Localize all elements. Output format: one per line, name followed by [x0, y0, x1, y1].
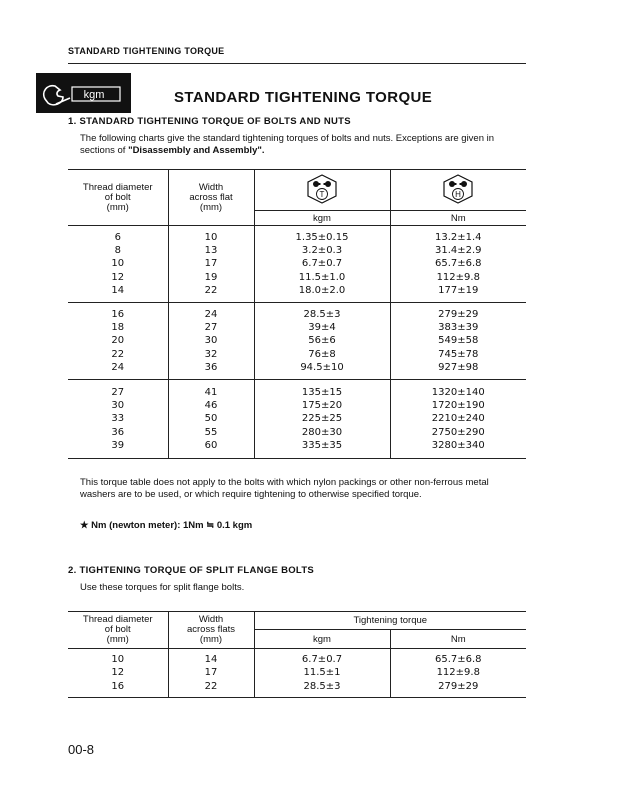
value: 11.5±1.0	[298, 271, 346, 283]
thread-cell	[68, 649, 168, 698]
table-row-group	[68, 380, 526, 459]
value: 6.7±0.7	[301, 258, 343, 270]
logo-text: kgm	[83, 89, 105, 101]
header-line: across flats	[186, 624, 236, 635]
value: 39±4	[308, 322, 336, 334]
section1-intro	[80, 133, 530, 157]
value: 10	[111, 258, 125, 270]
value: 549±58	[438, 335, 479, 347]
value: 12	[111, 271, 125, 283]
header-line: (mm)	[106, 634, 129, 645]
torque-wrench-logo	[36, 73, 131, 113]
value: 31.4±2.9	[434, 245, 482, 257]
value: 280±30	[301, 426, 343, 438]
kgm-cell	[254, 380, 390, 459]
value: 135±15	[301, 386, 343, 398]
value: 112±9.8	[436, 271, 480, 283]
page-title: STANDARD TIGHTENING TORQUE	[174, 89, 433, 106]
value: 65.7±6.8	[434, 258, 482, 270]
value: 27	[111, 386, 125, 398]
t-letter: T	[319, 189, 325, 199]
value: 32	[204, 348, 218, 360]
value: 17	[204, 667, 218, 679]
value: 225±25	[301, 413, 343, 425]
value: 177±19	[438, 284, 479, 296]
hex-bolt-t-icon	[306, 174, 338, 204]
kgm-cell	[254, 303, 390, 380]
value: 50	[204, 413, 218, 425]
kgm-cell	[254, 649, 390, 698]
header-line: Width	[198, 181, 224, 193]
table-row-group	[68, 303, 526, 380]
intro-bold-reference: "Disassembly and Assembly".	[128, 145, 265, 156]
value: 13.2±1.4	[434, 231, 482, 243]
nm-cell	[390, 649, 526, 698]
value: 14	[111, 284, 125, 296]
running-head: STANDARD TIGHTENING TORQUE	[68, 46, 225, 56]
value: 39	[111, 439, 125, 451]
value: 16	[111, 680, 125, 692]
value: 13	[204, 245, 218, 257]
bolt-type-h-symbol	[390, 170, 526, 211]
value: 94.5±10	[300, 361, 344, 373]
value: 11.5±1	[303, 667, 341, 679]
width-across-flat-header	[168, 170, 254, 226]
width-cell	[168, 380, 254, 459]
header-line: across flat	[189, 191, 233, 203]
value: 10	[111, 654, 125, 666]
thread-cell	[68, 226, 168, 303]
thread-cell	[68, 380, 168, 459]
value: 24	[204, 308, 218, 320]
value: 56±6	[308, 335, 336, 347]
value: 41	[204, 386, 218, 398]
header-line: Width	[198, 614, 224, 625]
value: 28.5±3	[303, 308, 341, 320]
table-row-group	[68, 226, 526, 303]
value: 28.5±3	[303, 680, 341, 692]
value: 60	[204, 439, 218, 451]
value: 30	[111, 400, 125, 412]
header-line: (mm)	[199, 634, 223, 645]
value: 20	[111, 335, 125, 347]
value: 279±29	[438, 680, 479, 692]
value: 46	[204, 400, 218, 412]
value: 3280±340	[431, 439, 485, 451]
value: 27	[204, 322, 218, 334]
value: 55	[204, 426, 218, 438]
nm-unit-header: Nm	[390, 630, 526, 649]
header-line: Thread diameter	[82, 181, 153, 193]
value: 335±35	[301, 439, 343, 451]
value: 6	[114, 231, 121, 243]
thread-diameter-header	[68, 170, 168, 226]
value: 2210±240	[431, 413, 485, 425]
value: 30	[204, 335, 218, 347]
value: 1720±190	[431, 400, 485, 412]
value: 65.7±6.8	[434, 654, 482, 666]
value: 12	[111, 667, 125, 679]
value: 33	[111, 413, 125, 425]
nm-cell	[390, 226, 526, 303]
torque-table-bolts-nuts	[68, 169, 526, 459]
value: 745±78	[438, 348, 479, 360]
header-line: of bolt	[104, 191, 131, 203]
section2-heading: 2. TIGHTENING TORQUE OF SPLIT FLANGE BOLTS	[68, 565, 315, 576]
tightening-torque-header: Tightening torque	[254, 612, 526, 630]
table-note: This torque table does not apply to the bolts with which nylon packings or other non-ferrous metal washers are to be used, or which require tightening to otherwise specified torque.	[80, 477, 489, 500]
value: 279±29	[438, 308, 479, 320]
thread-diameter-header	[68, 612, 168, 649]
kgm-cell	[254, 226, 390, 303]
value: 22	[111, 348, 125, 360]
value: 24	[111, 361, 125, 373]
newton-meter-note: ★ Nm (newton meter): 1Nm ≒ 0.1 kgm	[80, 520, 253, 531]
value: 18.0±2.0	[298, 284, 346, 296]
value: 3.2±0.3	[301, 245, 343, 257]
value: 383±39	[438, 322, 479, 334]
hex-bolt-h-icon	[442, 174, 474, 204]
value: 927±98	[438, 361, 479, 373]
header-line: Thread diameter	[82, 614, 153, 625]
value: 6.7±0.7	[301, 654, 343, 666]
value: 10	[204, 231, 218, 243]
value: 19	[204, 271, 218, 283]
value: 22	[204, 680, 218, 692]
value: 175±20	[301, 400, 343, 412]
width-across-flats-header	[168, 612, 254, 649]
value: 76±8	[308, 348, 336, 360]
value: 1320±140	[431, 386, 485, 398]
value: 112±9.8	[436, 667, 480, 679]
h-letter: H	[455, 189, 462, 199]
intro-text: The following charts give the standard tightening torques of bolts and nuts. Exceptions are given in sections of	[80, 133, 495, 156]
wrench-icon	[36, 73, 131, 113]
kgm-unit-header: kgm	[254, 630, 390, 649]
nm-unit-header: Nm	[390, 211, 526, 226]
bolt-type-t-symbol	[254, 170, 390, 211]
header-rule	[68, 63, 526, 64]
header-line: (mm)	[106, 201, 129, 213]
value: 17	[204, 258, 218, 270]
section2-intro: Use these torques for split flange bolts.	[80, 582, 245, 593]
value: 2750±290	[431, 426, 485, 438]
width-cell	[168, 649, 254, 698]
section1-heading: 1. STANDARD TIGHTENING TORQUE OF BOLTS AND NUTS	[68, 116, 351, 127]
value: 18	[111, 322, 125, 334]
value: 36	[111, 426, 125, 438]
header-line: of bolt	[104, 624, 131, 635]
value: 8	[114, 245, 121, 257]
kgm-unit-header: kgm	[254, 211, 390, 226]
value: 16	[111, 308, 125, 320]
value: 1.35±0.15	[295, 231, 349, 243]
value: 36	[204, 361, 218, 373]
page-number: 00-8	[68, 742, 95, 757]
torque-table-split-flange	[68, 611, 526, 698]
thread-cell	[68, 303, 168, 380]
value: 14	[204, 654, 218, 666]
width-cell	[168, 303, 254, 380]
width-cell	[168, 226, 254, 303]
value: 22	[204, 284, 218, 296]
nm-cell	[390, 303, 526, 380]
table-row-group	[68, 649, 526, 698]
header-line: (mm)	[199, 201, 223, 213]
nm-cell	[390, 380, 526, 459]
